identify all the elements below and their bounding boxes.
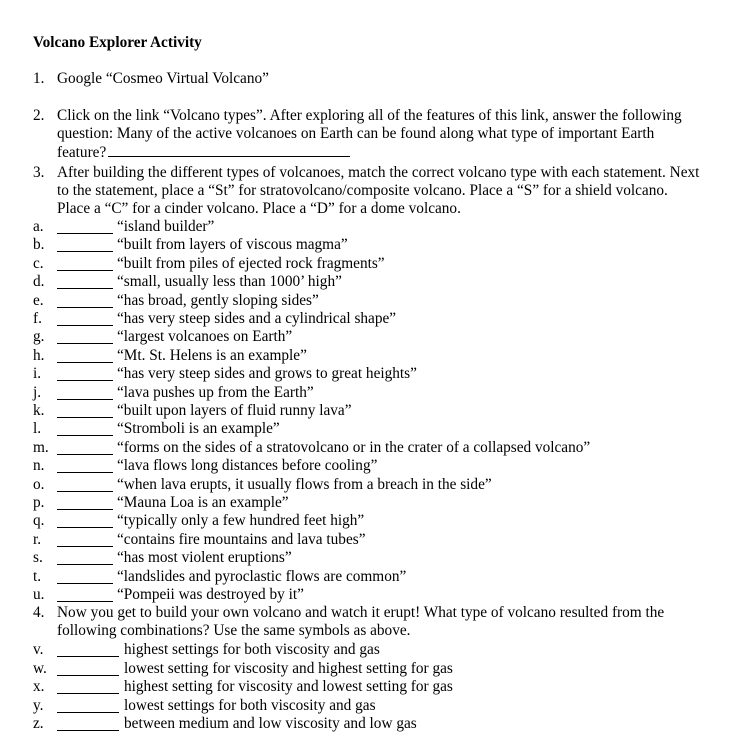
q3-item-answer-blank[interactable] [57, 434, 113, 436]
q3-item-letter: j. [33, 383, 42, 401]
q4-item-answer-blank[interactable] [57, 655, 119, 657]
q3-item-answer-blank[interactable] [57, 361, 113, 363]
q3-item-answer-blank[interactable] [57, 379, 113, 381]
q3-item-answer-blank[interactable] [57, 306, 113, 308]
q4-item-answer-blank[interactable] [57, 711, 119, 713]
q3-item-letter: q. [33, 512, 45, 530]
q3-item-answer-blank[interactable] [57, 471, 113, 473]
q4-item-letter: z. [33, 715, 44, 732]
q3-item-letter: i. [33, 365, 42, 383]
question-2-line-1: Click on the link “Volcano types”. After exploring all of the features of this link, answer the following [57, 107, 682, 124]
q3-item-answer-blank[interactable] [57, 250, 113, 252]
question-4-number: 4. [33, 604, 45, 621]
q3-item-statement: “has very steep sides and grows to great heights” [117, 365, 417, 383]
question-3-line-1: After building the different types of volcanoes, match the correct volcano type with each statement. Next [57, 164, 700, 181]
q3-item-answer-blank[interactable] [57, 582, 113, 584]
q3-item-statement: “typically only a few hundred feet high” [117, 512, 365, 530]
q4-item-statement: highest settings for both viscosity and gas [124, 641, 380, 658]
q3-item-statement: “built upon layers of fluid runny lava” [117, 402, 352, 419]
q3-item-answer-blank[interactable] [57, 453, 113, 455]
q3-item-answer-blank[interactable] [57, 269, 113, 271]
question-3-line-3: Place a “C” for a cinder volcano. Place a “D” for a dome volcano. [57, 200, 461, 217]
q3-item-letter: k. [33, 402, 45, 419]
q3-item-letter: f. [33, 310, 42, 327]
q4-item-answer-blank[interactable] [57, 692, 119, 694]
q3-item-letter: o. [33, 475, 45, 493]
q3-item-letter: h. [33, 346, 45, 364]
q4-item-statement: between medium and low viscosity and low gas [124, 715, 417, 732]
q3-item-statement: “lava pushes up from the Earth” [117, 383, 314, 401]
q3-item-letter: b. [33, 236, 45, 254]
q4-item-letter: w. [33, 659, 47, 677]
q4-item-answer-blank[interactable] [57, 729, 119, 731]
q3-item-answer-blank[interactable] [57, 526, 113, 528]
q3-item-statement: “built from piles of ejected rock fragments” [117, 254, 385, 272]
q3-item-statement: “when lava erupts, it usually flows from a breach in the side” [117, 475, 492, 493]
q3-item-letter: c. [33, 254, 44, 272]
q3-item-letter: r. [33, 530, 42, 548]
q3-item-statement: “Mauna Loa is an example” [117, 494, 289, 511]
q4-item-letter: y. [33, 696, 44, 714]
q3-item-statement: “lava flows long distances before cooling” [117, 457, 378, 475]
q3-item-statement: “island builder” [117, 218, 215, 235]
q3-item-statement: “Pompeii was destroyed by it” [117, 586, 304, 603]
q3-item-answer-blank[interactable] [57, 600, 113, 602]
q3-item-answer-blank[interactable] [57, 398, 113, 400]
q3-item-statement: “Stromboli is an example” [117, 420, 280, 438]
q3-item-statement: “has broad, gently sloping sides” [117, 291, 319, 309]
question-2-line-3 [57, 143, 350, 162]
q3-item-answer-blank[interactable] [57, 545, 113, 547]
question-3-number: 3. [33, 164, 45, 181]
q3-item-answer-blank[interactable] [57, 563, 113, 565]
page-title: Volcano Explorer Activity [33, 34, 202, 51]
q3-item-answer-blank[interactable] [57, 287, 113, 289]
q3-item-letter: u. [33, 586, 45, 603]
question-2-line-2: question: Many of the active volcanoes on Earth can be found along what type of important Earth [57, 125, 655, 142]
question-4-line-1: Now you get to build your own volcano and watch it erupt! What type of volcano resulted from the [57, 604, 665, 621]
q3-item-statement: “contains fire mountains and lava tubes” [117, 530, 366, 548]
question-1-number: 1. [33, 70, 45, 87]
q3-item-statement: “forms on the sides of a stratovolcano or in the crater of a collapsed volcano” [117, 438, 591, 456]
q3-item-statement: “Mt. St. Helens is an example” [117, 346, 307, 364]
q4-item-statement: lowest setting for viscosity and highest setting for gas [124, 659, 453, 677]
question-2-answer-blank[interactable] [108, 143, 350, 157]
q3-item-answer-blank[interactable] [57, 490, 113, 492]
q3-item-statement: “largest volcanoes on Earth” [117, 328, 293, 346]
question-4-line-2: following combinations? Use the same symbols as above. [57, 622, 411, 639]
question-1-text: Google “Cosmeo Virtual Volcano” [57, 70, 269, 87]
q3-item-letter: l. [33, 420, 42, 438]
q4-item-statement: lowest settings for both viscosity and gas [124, 696, 376, 714]
q3-item-statement: “landslides and pyroclastic flows are common” [117, 567, 407, 585]
question-3-line-2: to the statement, place a “St” for stratovolcano/composite volcano. Place a “S” for a shield volcano. [57, 182, 668, 199]
q3-item-answer-blank[interactable] [57, 342, 113, 344]
q3-item-statement: “built from layers of viscous magma” [117, 236, 348, 254]
q4-item-statement: highest setting for viscosity and lowest setting for gas [124, 678, 453, 695]
q3-item-answer-blank[interactable] [57, 232, 113, 234]
q3-item-letter: m. [33, 438, 49, 456]
q3-item-statement: “has very steep sides and a cylindrical shape” [117, 310, 397, 327]
question-2-number: 2. [33, 107, 45, 124]
q3-item-answer-blank[interactable] [57, 324, 113, 326]
q3-item-letter: e. [33, 291, 44, 309]
q4-item-letter: v. [33, 641, 44, 658]
q3-item-letter: s. [33, 549, 43, 567]
q4-item-answer-blank[interactable] [57, 674, 119, 676]
q3-item-letter: n. [33, 457, 45, 475]
q3-item-letter: g. [33, 328, 45, 346]
q3-item-letter: a. [33, 218, 44, 235]
q3-item-statement: “has most violent eruptions” [117, 549, 292, 567]
q3-item-letter: p. [33, 494, 45, 511]
q3-item-answer-blank[interactable] [57, 508, 113, 510]
q3-item-letter: t. [33, 567, 42, 585]
question-2-line-3-text: feature? [57, 144, 107, 161]
q4-item-letter: x. [33, 678, 45, 695]
q3-item-letter: d. [33, 273, 45, 291]
q3-item-answer-blank[interactable] [57, 416, 113, 418]
q3-item-statement: “small, usually less than 1000’ high” [117, 273, 342, 291]
